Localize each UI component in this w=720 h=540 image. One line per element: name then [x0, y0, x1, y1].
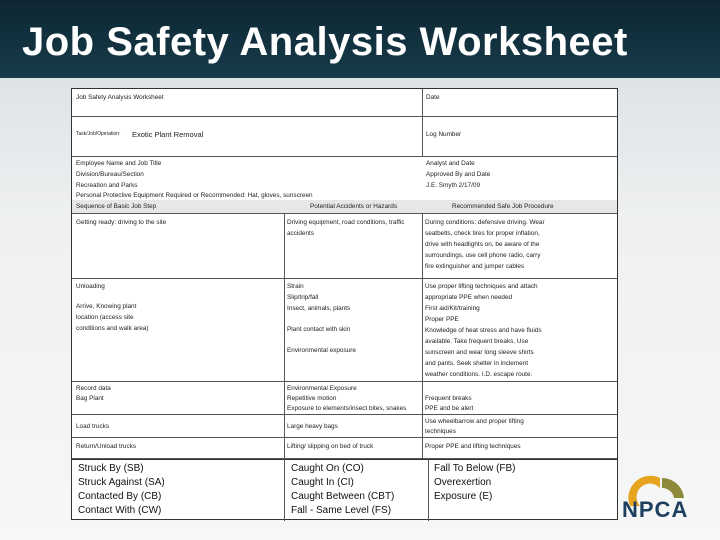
procedure-text: Use proper lifting techniques and attach [425, 283, 538, 290]
hazard-text: Environmental exposure [287, 347, 356, 354]
procedure-text: techniques [425, 428, 456, 435]
hazard-text: Repetitive motion [287, 395, 337, 402]
step-text: conditions and walk area) [76, 325, 149, 332]
procedure-text: First aid/Kit/training [425, 305, 480, 312]
employee-label: Employee Name and Job Title [76, 160, 162, 167]
task-value: Exotic Plant Removal [132, 130, 204, 139]
procedure-text: Proper PPE [425, 316, 459, 323]
log-number-label: Log Number [426, 131, 462, 138]
legend-item: Overexertion [434, 477, 492, 488]
hazard-text: Insect, animals, plants [287, 305, 351, 312]
col-step-header: Sequence of Basic Job Step [76, 203, 157, 210]
hazard-text: Environmental Exposure [287, 385, 357, 392]
hazard-text: accidents [287, 230, 314, 237]
analyst-label: Analyst and Date [426, 160, 475, 167]
hazard-text: Driving equipment, road conditions, traffic [287, 219, 405, 226]
col-procedure-header: Recommended Safe Job Procedure [452, 203, 554, 210]
procedure-text: Proper PPE and lifting techniques [425, 443, 521, 450]
legend-item: Caught In (CI) [291, 477, 354, 488]
date-label: Date [426, 94, 440, 101]
form-title: Job Safety Analysis Worksheet [76, 94, 164, 101]
step-text: Unloading [76, 283, 105, 290]
hazard-text: Lifting/ slipping on bed of truck [287, 443, 374, 450]
procedure-text: weather conditions. I.D. escape route. [425, 371, 533, 378]
step-text: Return/Unload trucks [76, 443, 137, 450]
ppe-line: Personal Protective Equipment Required or Recommended: Hat, gloves, sunscreen [76, 192, 313, 199]
jsa-worksheet [71, 88, 618, 520]
legend-item: Exposure (E) [434, 491, 493, 502]
legend-item: Fall - Same Level (FS) [291, 505, 392, 516]
procedure-text: surroundings, use cell phone radio, carry [425, 252, 541, 259]
legend-item: Contacted By (CB) [78, 491, 162, 502]
hazard-text: Strain [287, 283, 304, 290]
procedure-text: appropriate PPE when needed [425, 294, 513, 301]
procedure-text: Knowledge of heat stress and have fluids [425, 327, 542, 334]
procedure-text: sunscreen and wear long sleeve shirts [425, 349, 534, 356]
hazard-text: Slip/trip/fall [287, 294, 319, 301]
step-text: Getting ready: driving to the site [76, 219, 167, 226]
procedure-text: PPE and be alert [425, 405, 474, 412]
hazard-text: Plant contact with skin [287, 326, 351, 333]
procedure-text: During conditions: defensive driving. Wear [425, 219, 545, 226]
table-row [72, 415, 617, 438]
step-text: location (access site [76, 314, 134, 321]
procedure-text: and pants. Seek shelter in inclement [425, 360, 529, 367]
legend-item: Caught Between (CBT) [291, 491, 395, 502]
procedure-text: seatbelts, check tires for proper inflation, [425, 230, 540, 237]
procedure-text: drive with headlights on, be aware of the [425, 241, 540, 248]
procedure-text: Frequent breaks [425, 395, 472, 402]
legend-divider [428, 459, 429, 521]
step-text: Arrive, Knowing plant [76, 303, 137, 310]
hazard-text: Exposure to elements/insect bites, snakes [287, 405, 407, 412]
procedure-text: available. Take frequent breaks. Use [425, 338, 529, 345]
header-divider [422, 89, 423, 157]
col-hazard-header: Potential Accidents or Hazards [310, 203, 398, 210]
logo-wordmark: NPCA [622, 497, 689, 522]
step-text: Bag Plant [76, 395, 104, 402]
step-text: Record data [76, 385, 111, 392]
approved-label: Approved By and Date [426, 171, 491, 178]
legend-item: Caught On (CO) [291, 463, 364, 474]
legend-item: Struck By (SB) [78, 463, 144, 474]
task-label: Task/Job/Operation: [76, 131, 121, 137]
procedure-text: fire extinguisher and jumper cables [425, 263, 525, 270]
legend-item: Fall To Below (FB) [434, 463, 516, 474]
approved-value: J.E. Smyth 2/17/09 [426, 182, 480, 189]
legend-item: Struck Against (SA) [78, 477, 165, 488]
step-text: Load trucks [76, 423, 110, 430]
procedure-text: Use wheelbarrow and proper lifting [425, 418, 524, 425]
column-divider [422, 214, 423, 459]
legend-divider [284, 459, 285, 521]
slide-title: Job Safety Analysis Worksheet [22, 20, 628, 64]
division-label: Division/Bureau/Section [76, 171, 144, 178]
column-divider [284, 214, 285, 459]
hazard-text: Large heavy bags [287, 423, 338, 430]
division-value: Recreation and Parks [76, 182, 138, 189]
legend-item: Contact With (CW) [78, 505, 162, 516]
